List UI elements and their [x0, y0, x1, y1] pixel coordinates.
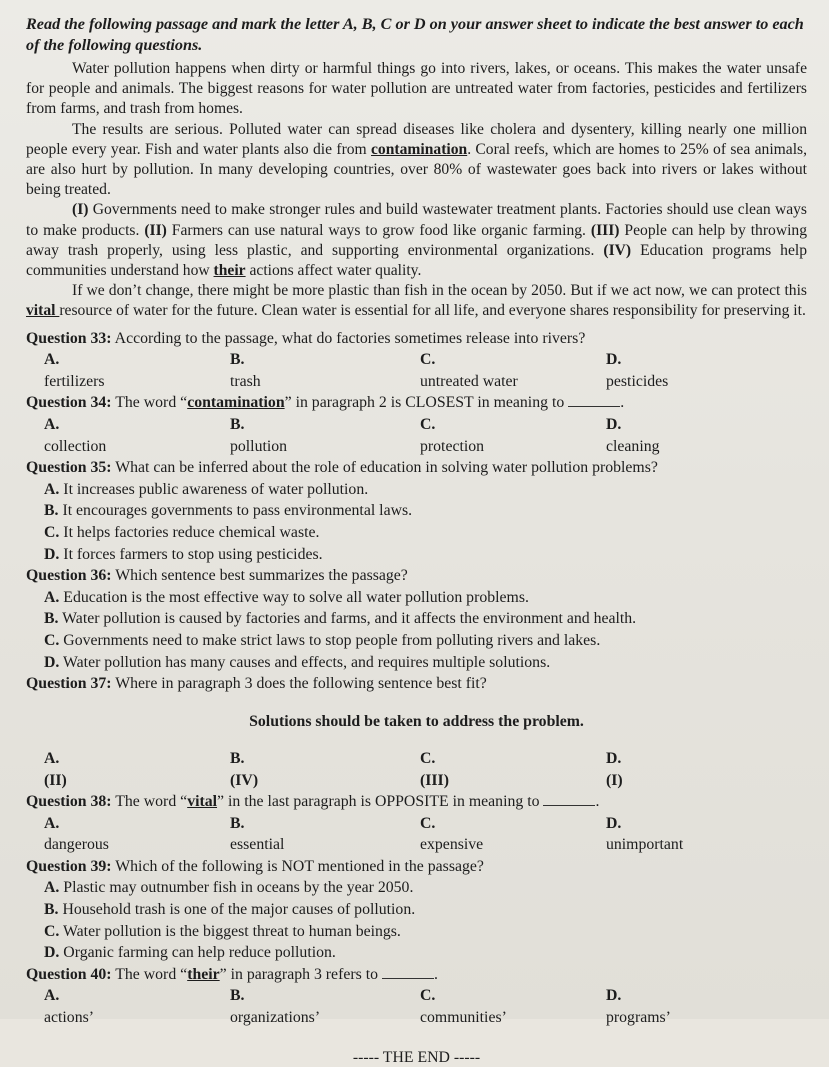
- option-d: D. Water pollution has many causes and effects, and requires multiple solutions.: [44, 653, 551, 671]
- option-d: D. cleaning: [606, 416, 660, 455]
- answer-blank: [543, 793, 595, 806]
- option-a: A. (II): [44, 749, 67, 789]
- option-d: D. unimportant: [606, 814, 684, 854]
- option-b: B. essential: [230, 814, 285, 854]
- question-37: Question 37: Where in paragraph 3 does the following sentence best fit?: [26, 675, 487, 693]
- option-a: A. fertilizers: [44, 351, 105, 390]
- option-b: B. organizations’: [230, 987, 321, 1027]
- end-marker: ----- THE END -----: [352, 1048, 481, 1066]
- question-33-options: [26, 349, 807, 392]
- question-38-options: [26, 813, 807, 856]
- option-d: D. Organic farming can help reduce pollution.: [44, 944, 336, 962]
- answer-blank: [568, 394, 620, 407]
- option-c: C. (III): [420, 749, 449, 789]
- option-c: C. It helps factories reduce chemical waste.: [44, 523, 320, 541]
- option-a: A. Plastic may outnumber fish in oceans by the year 2050.: [44, 879, 414, 897]
- insert-sentence: Solutions should be taken to address the problem.: [249, 712, 584, 730]
- paragraph-1: Water pollution happens when dirty or harmful things go into rivers, lakes, or oceans. This makes the water unsafe for people and animals. The biggest reasons for water pollution are untreated water from factories, pesticides and fertilizers from farms, and trash from homes.: [26, 60, 807, 118]
- option-a: A. collection: [44, 416, 107, 455]
- paragraph-2: The results are serious. Polluted water can spread diseases like cholera and dysentery, killing nearly one million people every year. Fish and water plants also die from contamination. Coral reefs, which are homes to 25% of sea animals, are also hurt by pollution. In many developing countries, over 80% of wastewater goes back into rivers or lakes without being treated.: [26, 120, 807, 199]
- question-39: Question 39: Which of the following is NOT mentioned in the passage?: [26, 857, 484, 875]
- option-b: B. Household trash is one of the major causes of pollution.: [44, 901, 416, 919]
- option-a: A. actions’: [44, 987, 95, 1027]
- option-b: B. It encourages governments to pass environmental laws.: [44, 502, 413, 520]
- option-d: D. (I): [606, 749, 623, 789]
- option-b: B. Water pollution is caused by factories and farms, and it affects the environment and health.: [44, 610, 637, 628]
- question-36: Question 36: Which sentence best summarizes the passage?: [26, 567, 408, 585]
- question-37-options: [26, 748, 807, 791]
- option-d: D. pesticides: [606, 351, 669, 390]
- option-a: A. dangerous: [44, 814, 109, 854]
- question-40-options: [26, 985, 807, 1028]
- option-c: C. untreated water: [420, 351, 518, 390]
- option-b: B. pollution: [230, 416, 288, 455]
- question-40: Question 40: The word “their” in paragraph 3 refers to .: [26, 965, 438, 983]
- option-b: B. trash: [230, 351, 261, 390]
- answer-blank: [382, 966, 434, 979]
- option-c: C. protection: [420, 416, 485, 455]
- option-d: D. programs’: [606, 987, 671, 1027]
- option-c: C. Water pollution is the biggest threat to human beings.: [44, 922, 401, 940]
- question-35: Question 35: What can be inferred about the role of education in solving water pollution problems?: [26, 459, 658, 477]
- option-c: C. Governments need to make strict laws to stop people from polluting rivers and lakes.: [44, 631, 601, 649]
- option-a: A. It increases public awareness of water pollution.: [44, 480, 369, 498]
- option-a: A. Education is the most effective way to solve all water pollution problems.: [44, 588, 529, 606]
- option-d: D. It forces farmers to stop using pesticides.: [44, 545, 323, 563]
- question-34: Question 34: The word “contamination” in paragraph 2 is CLOSEST in meaning to .: [26, 394, 625, 412]
- question-34-options: [26, 414, 807, 457]
- option-b: B. (IV): [230, 749, 259, 789]
- instruction: Read the following passage and mark the letter A, B, C or D on your answer sheet to indicate the best answer to each of the following questions.: [26, 15, 804, 54]
- option-c: C. expensive: [420, 814, 484, 854]
- question-33: Question 33: According to the passage, what do factories sometimes release into rivers?: [26, 329, 586, 347]
- question-38: Question 38: The word “vital” in the last paragraph is OPPOSITE in meaning to .: [26, 793, 600, 811]
- paragraph-4: If we don’t change, there might be more plastic than fish in the ocean by 2050. But if we act now, we can protect this vital resource of water for the future. Clean water is essential for all life, and everyone shares responsibility for preserving it.: [26, 282, 807, 320]
- option-c: C. communities’: [420, 987, 507, 1027]
- paragraph-3: (I) Governments need to make stronger rules and build wastewater treatment plants. Factories should use clean ways to make products. (II) Farmers can use natural ways to grow food like organic farming. (III) People can help by throwing away trash properly, using less plastic, and supporting environmental organizations. (IV) Education programs help communities understand how their actions affect water quality.: [26, 201, 808, 280]
